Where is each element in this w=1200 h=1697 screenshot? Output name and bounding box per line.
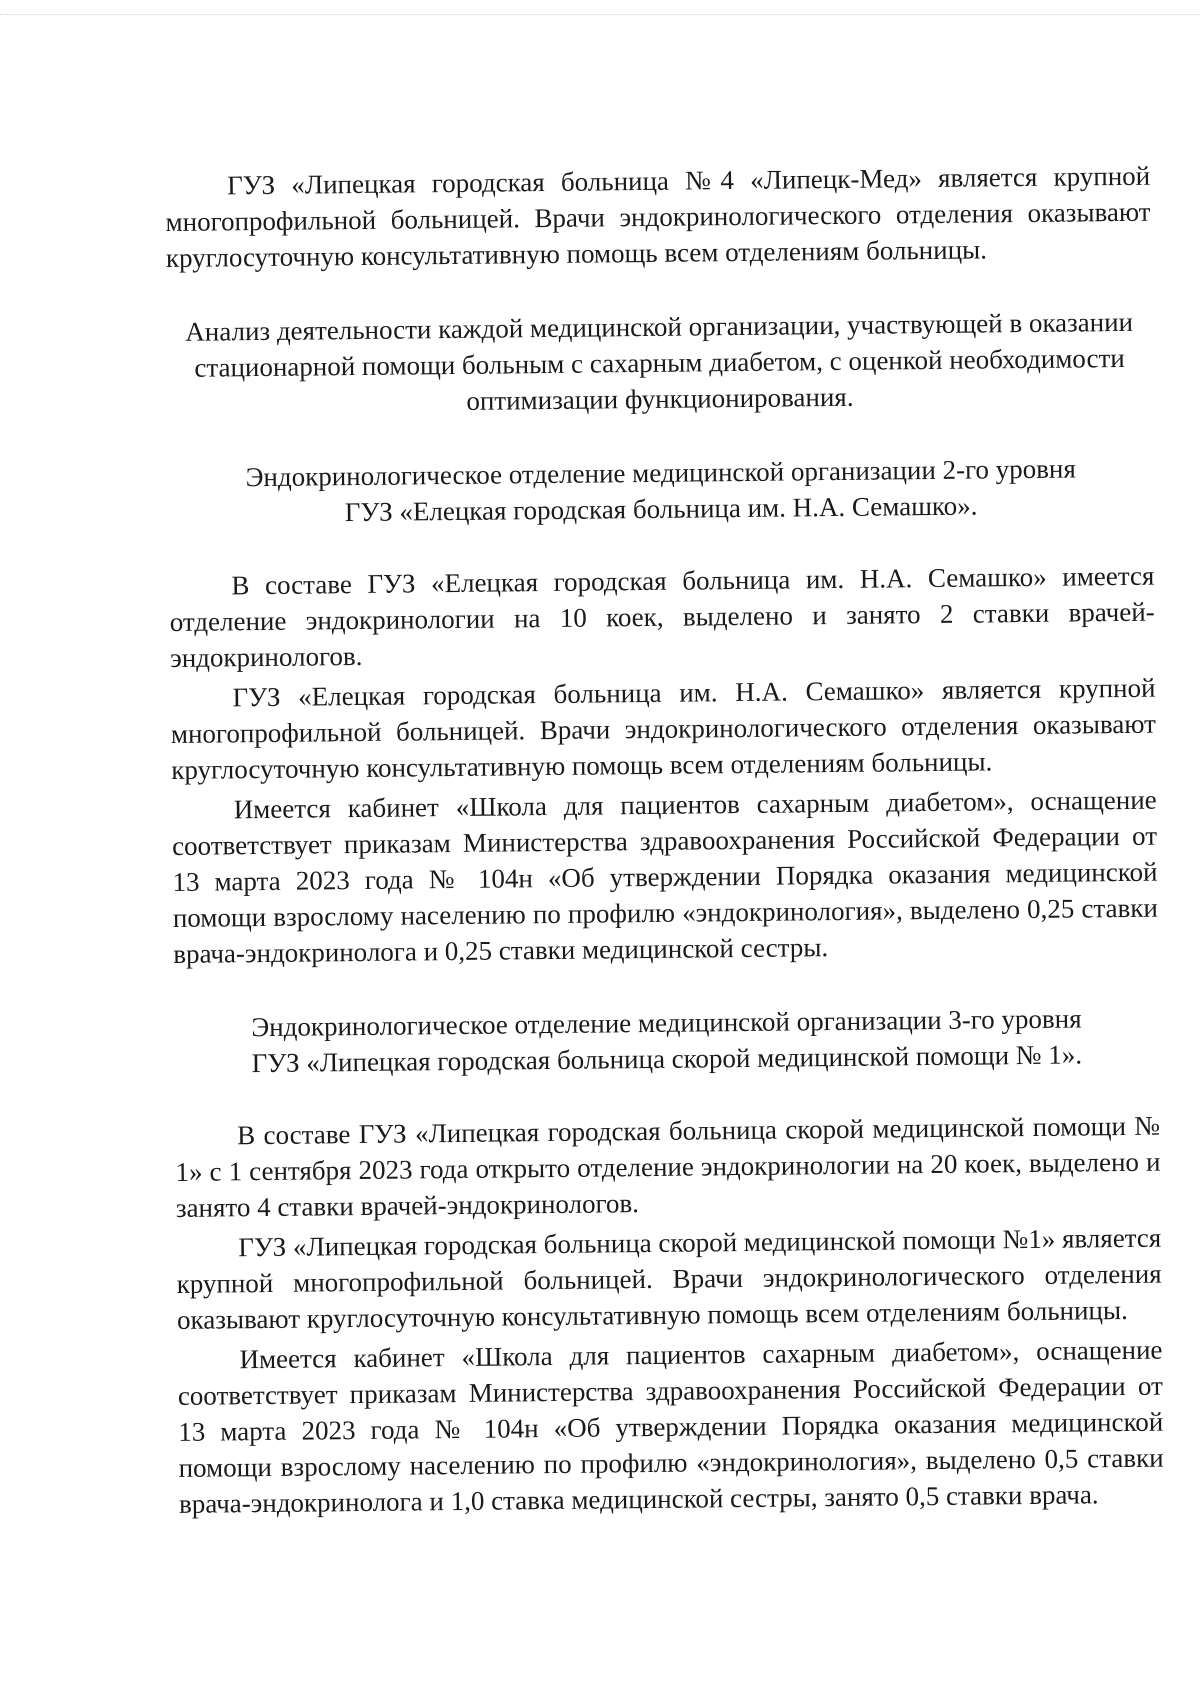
lipetsk-paragraph-3: Имеется кабинет «Школа для пациентов сахарным диабетом», оснащение соответствует приказам Министерства здравоохранения Российской Федерации от 13 марта 2023 года № 104н «Об утверждении Порядка оказания медицинской помощи взрослому населению по профилю «эндокринология», выделено 0,5 ставки врача-эндокринолога и 1,0 ставка медицинской сестры, занято 0,5 ставки врача. bbox=[177, 1334, 1164, 1519]
lipetsk-paragraph-2: ГУЗ «Липецкая городская больница скорой медицинской помощи №1» является крупной многопрофильной больницей. Врачи эндокринологического отделения оказывают круглосуточную консультативную помощь всем отделениям больницы. bbox=[176, 1222, 1162, 1335]
intro-paragraph: ГУЗ «Липецкая городская больница №4 «Липецк-Мед» является крупной многопрофильной больницей. Врачи эндокринологического отделения оказывают круглосуточную консультативную помощь всем отделениям больницы. bbox=[165, 160, 1151, 273]
lipetsk-heading-line2: ГУЗ «Липецкая городская больница скорой медицинской помощи № 1». bbox=[251, 1039, 1083, 1079]
scan-edge-divider bbox=[0, 0, 1200, 15]
lipetsk-heading-line1: Эндокринологическое отделение медицинской организации 3-го уровня bbox=[251, 1003, 1082, 1043]
document-page bbox=[165, 158, 1164, 1522]
analysis-heading: Анализ деятельности каждой медицинской организации, участвующей в оказании стационарной помощи больным с сахарным диабетом, с оценкой необходимости оптимизации функционирования. bbox=[185, 306, 1134, 416]
yelets-section-heading bbox=[168, 450, 1154, 532]
yelets-paragraph-3: Имеется кабинет «Школа для пациентов сахарным диабетом», оснащение соответствует приказам Министерства здравоохранения Российской Федерации от 13 марта 2023 года № 104н «Об утверждении Порядка оказания медицинской помощи взрослому населению по профилю «эндокринология», выделено 0,25 ставки врача-эндокринолога и 0,25 ставки медицинской сестры. bbox=[171, 784, 1158, 969]
yelets-paragraph-2: ГУЗ «Елецкая городская больница им. Н.А. Семашко» является крупной многопрофильной больницей. Врачи эндокринологического отделения оказывают круглосуточную консультативную помощь всем отделениям больницы. bbox=[170, 672, 1157, 785]
yelets-heading-line1: Эндокринологическое отделение медицинской организации 2-го уровня bbox=[245, 453, 1076, 493]
lipetsk-section-heading bbox=[174, 1000, 1160, 1082]
yelets-heading-line2: ГУЗ «Елецкая городская больница им. Н.А. Семашко». bbox=[344, 490, 978, 528]
lipetsk-paragraph-1: В составе ГУЗ «Липецкая городская больница скорой медицинской помощи № 1» с 1 сентября 2023 года открыто отделение эндокринологии на 20 коек, выделено и занято 4 ставки врачей-эндокринологов. bbox=[175, 1110, 1161, 1223]
yelets-paragraph-1: В составе ГУЗ «Елецкая городская больница им. Н.А. Семашко» имеется отделение эндокринологии на 10 коек, выделено и занято 2 ставки врачей-эндокринологов. bbox=[169, 560, 1155, 673]
